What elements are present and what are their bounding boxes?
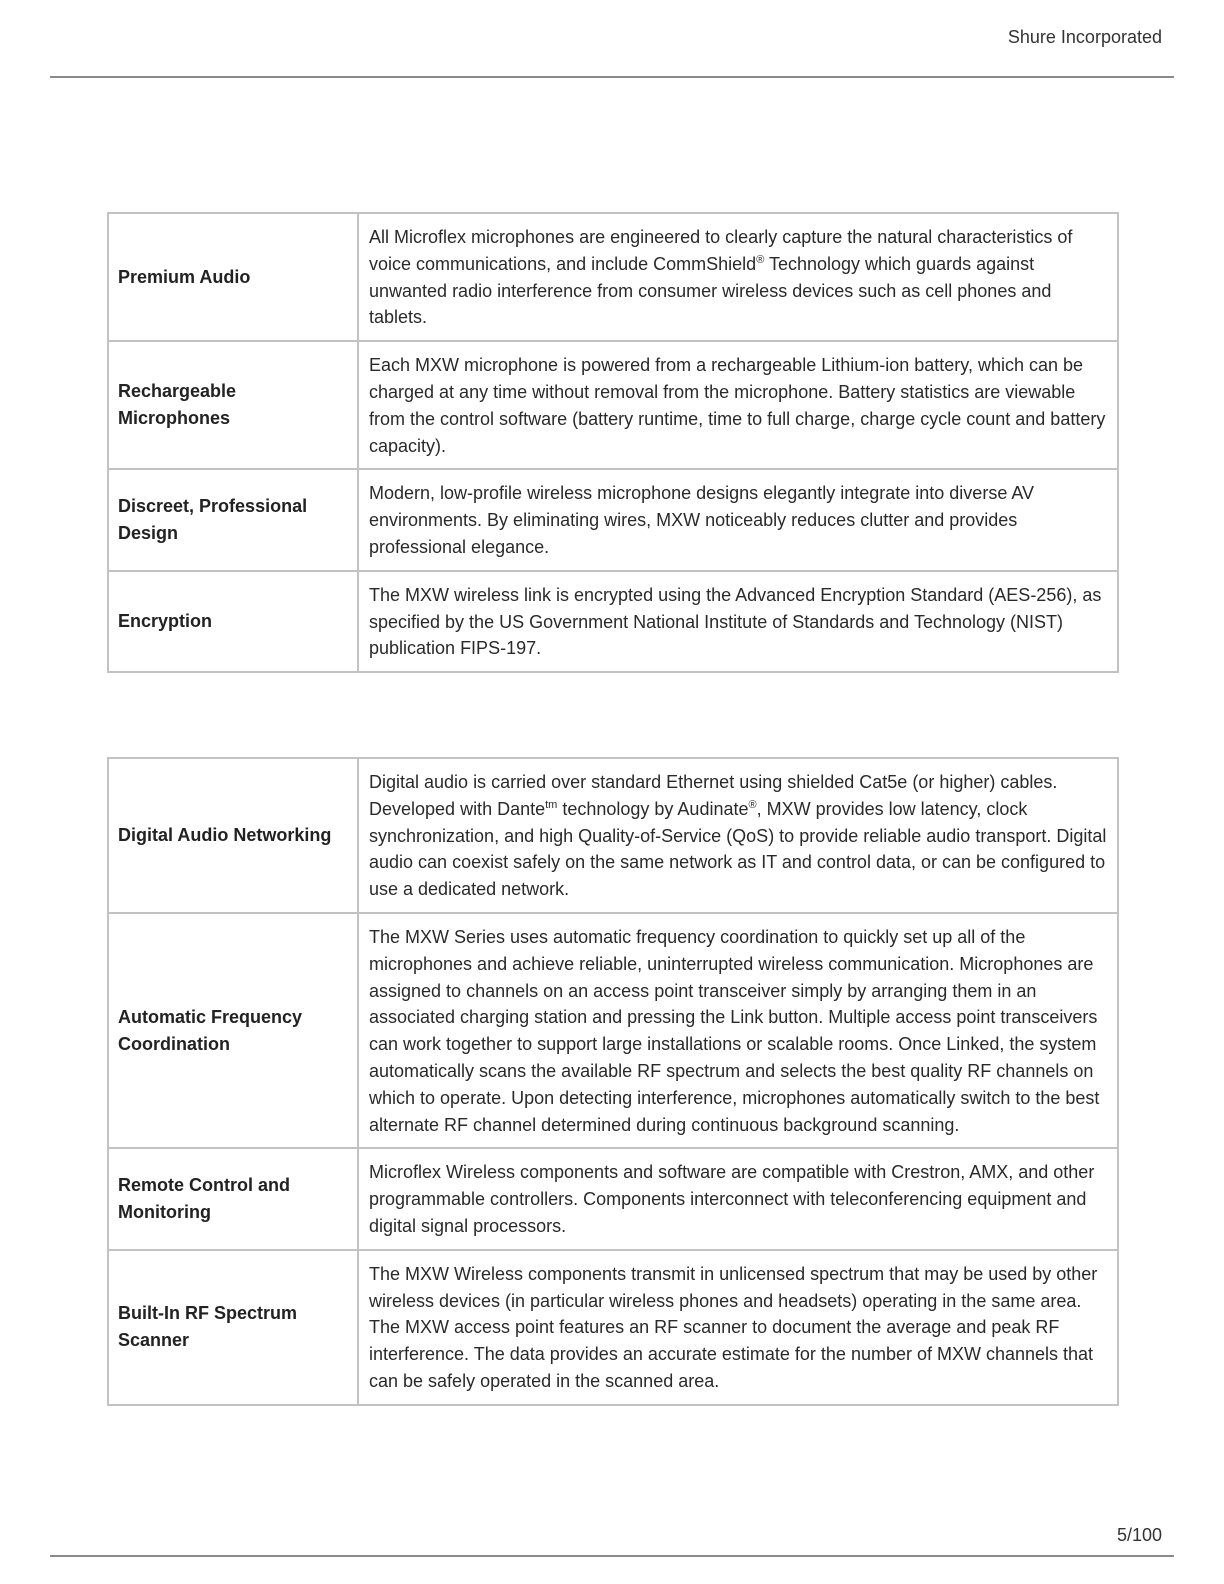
feature-title: Remote Control and Monitoring bbox=[108, 1148, 358, 1249]
feature-title: Premium Audio bbox=[108, 213, 358, 341]
feature-title: Built-In RF Spectrum Scanner bbox=[108, 1250, 358, 1405]
feature-description-text: , MXW provides low latency, clock synchronization, and high Quality-of-Service (QoS) to provide reliable audio transport. Digital audio can coexist safely on the same network as IT and control data, or can be configured to use a dedicated network. bbox=[369, 798, 1107, 900]
table-row bbox=[108, 571, 1118, 672]
feature-description-text: technology by Audinate bbox=[557, 798, 749, 819]
feature-table-2 bbox=[107, 757, 1119, 1406]
table-row bbox=[108, 341, 1118, 469]
registered-mark: ® bbox=[748, 798, 757, 811]
feature-description: Each MXW microphone is powered from a rechargeable Lithium-ion battery, which can be charged at any time without removal from the microphone. Battery statistics are viewable from the control software (battery runtime, time to full charge, charge cycle count and battery capacity). bbox=[358, 341, 1118, 469]
table-row bbox=[108, 913, 1118, 1148]
table-row bbox=[108, 469, 1118, 570]
table-row bbox=[108, 213, 1118, 341]
feature-description-text: Digital audio is carried over standard Ethernet using shielded Cat5e (or higher) cables. Developed with Dante bbox=[369, 772, 1058, 819]
feature-title: Automatic Frequency Coordination bbox=[108, 913, 358, 1148]
feature-description bbox=[358, 758, 1118, 913]
table-row bbox=[108, 1148, 1118, 1249]
feature-description-text: Technology which guards against unwanted radio interference from consumer wireless devices such as cell phones and tablets. bbox=[369, 253, 1052, 328]
footer-divider bbox=[50, 1555, 1174, 1557]
feature-description-text: All Microflex microphones are engineered to clearly capture the natural characteristics of voice communications, and include CommShield bbox=[369, 227, 1073, 274]
feature-title: Encryption bbox=[108, 571, 358, 672]
feature-description: The MXW Series uses automatic frequency coordination to quickly set up all of the microphones and achieve reliable, uninterrupted wireless communication. Microphones are assigned to channels on an access point transceiver simply by arranging them in an associated charging station and pressing the Link button. Multiple access point transceivers can work together to support large installations or scalable rooms. Once Linked, the system automatically scans the available RF spectrum and selects the best quality RF channels on which to operate. Upon detecting interference, microphones automatically switch to the best alternate RF channel determined during continuous background scanning. bbox=[358, 913, 1118, 1148]
header-company-name: Shure Incorporated bbox=[1007, 27, 1162, 47]
feature-title: Discreet, Professional Design bbox=[108, 469, 358, 570]
feature-description: The MXW wireless link is encrypted using the Advanced Encryption Standard (AES-256), as specified by the US Government National Institute of Standards and Technology (NIST) publication FIPS-197. bbox=[358, 571, 1118, 672]
registered-mark: ® bbox=[756, 253, 765, 266]
header-divider bbox=[50, 76, 1174, 78]
table-row bbox=[108, 1250, 1118, 1405]
feature-description: The MXW Wireless components transmit in unlicensed spectrum that may be used by other wireless devices (in particular wireless phones and headsets) operating in the same area. The MXW access point features an RF scanner to document the average and peak RF interference. The data provides an accurate estimate for the number of MXW channels that can be safely operated in the scanned area. bbox=[358, 1250, 1118, 1405]
feature-table-1 bbox=[107, 212, 1119, 673]
feature-title: Digital Audio Networking bbox=[108, 758, 358, 913]
feature-description: Microflex Wireless components and software are compatible with Crestron, AMX, and other programmable controllers. Components interconnect with teleconferencing equipment and digital signal processors. bbox=[358, 1148, 1118, 1249]
trademark-mark: tm bbox=[545, 798, 558, 811]
feature-title: Rechargeable Microphones bbox=[108, 341, 358, 469]
feature-description bbox=[358, 213, 1118, 341]
table-row bbox=[108, 758, 1118, 913]
feature-description: Modern, low-profile wireless microphone designs elegantly integrate into diverse AV environments. By eliminating wires, MXW noticeably reduces clutter and provides professional elegance. bbox=[358, 469, 1118, 570]
page-number: 5/100 bbox=[1116, 1525, 1162, 1545]
